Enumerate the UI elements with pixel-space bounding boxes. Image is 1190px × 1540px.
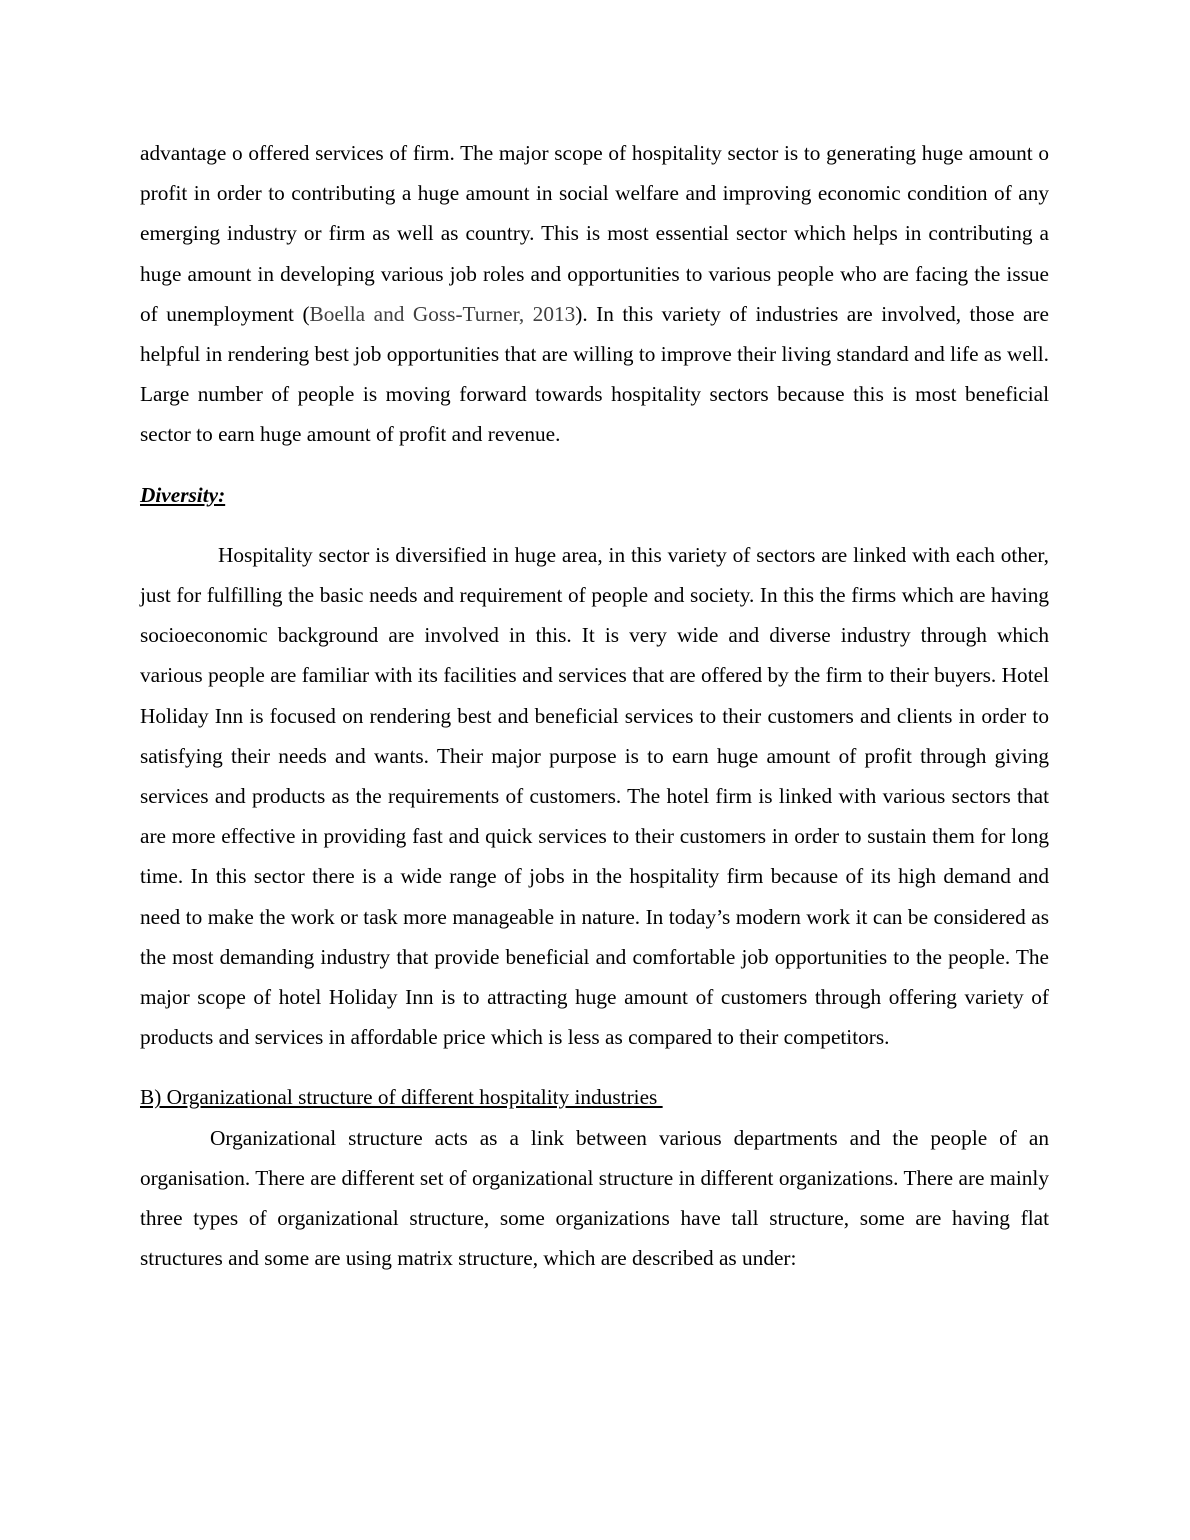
paragraph-text: advantage o offered services of firm. The major scope of hospitality sector is to generating huge amount o profit in order to contributing a huge amount in social welfare and improving economic condition of any emerging industry or firm as well as country. This is most essential sector which helps in contributing a huge amount in developing various job roles and opportunities to various people who are facing the issue of unemployment ( xyxy=(140,141,1049,326)
heading-organizational-structure: B) Organizational structure of different hospitality industries xyxy=(140,1085,663,1110)
heading-diversity: Diversity: xyxy=(140,482,226,507)
paragraph-organizational-structure: Organizational structure acts as a link between various departments and the people of an organisation. There are different set of organizational structure in different organizations. There are mainly three types of organizational structure, some organizations have tall structure, some are having flat structures and some are using matrix structure, which are described as under: xyxy=(140,1125,1049,1271)
paragraph-hospitality-scope xyxy=(140,133,1049,455)
citation: Boella and Goss-Turner, 2013 xyxy=(309,301,576,326)
paragraph-text: ). In this variety of industries are involved, those are helpful in rendering best job opportunities that are willing to improve their living standard and life as well. Large number of people is moving forward towards hospitality sectors because this is most beneficial sector to earn huge amount of profit and revenue. xyxy=(140,301,1049,447)
paragraph-diversity: Hospitality sector is diversified in huge area, in this variety of sectors are linked with each other, just for fulfilling the basic needs and requirement of people and society. In this the firms which are having socioeconomic background are involved in this. It is very wide and diverse industry through which various people are familiar with its facilities and services that are offered by the firm to their buyers. Hotel Holiday Inn is focused on rendering best and beneficial services to their customers and clients in order to satisfying their needs and wants. Their major purpose is to earn huge amount of profit through giving services and products as the requirements of customers. The hotel firm is linked with various sectors that are more effective in providing fast and quick services to their customers in order to sustain them for long time. In this sector there is a wide range of jobs in the hospitality firm because of its high demand and need to make the work or task more manageable in nature. In today’s modern work it can be considered as the most demanding industry that provide beneficial and comfortable job opportunities to the people. The major scope of hotel Holiday Inn is to attracting huge amount of customers through offering variety of products and services in affordable price which is less as compared to their competitors. xyxy=(140,542,1049,1050)
document-body xyxy=(140,133,1049,1278)
